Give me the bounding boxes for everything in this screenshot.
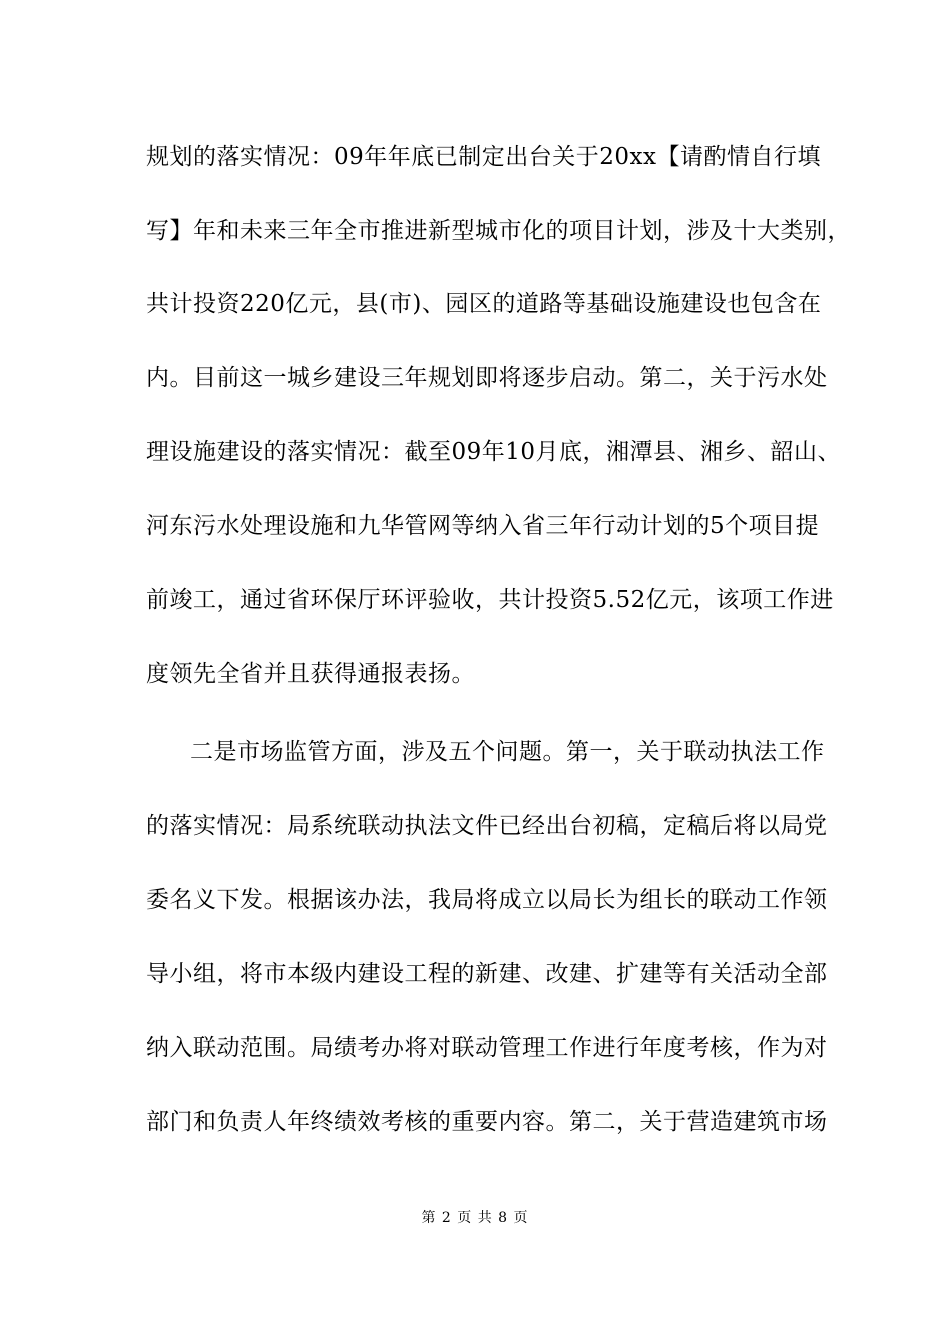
paragraph-line: 部门和负责人年终绩效考核的重要内容。第二，关于营造建筑市场	[146, 1109, 828, 1135]
paragraph-line: 规划的落实情况：09年年底已制定出台关于20xx【请酌情自行填	[146, 144, 821, 170]
paragraph-line: 前竣工，通过省环保厅环评验收，共计投资5.52亿元，该项工作进	[146, 587, 834, 613]
paragraph-line: 内。目前这一城乡建设三年规划即将逐步启动。第二，关于污水处	[146, 365, 828, 391]
paragraph-line: 二是市场监管方面，涉及五个问题。第一，关于联动执法工作	[190, 739, 825, 765]
page-number-footer: 第 2 页 共 8 页	[421, 1210, 529, 1226]
paragraph-line: 导小组，将市本级内建设工程的新建、改建、扩建等有关活动全部	[146, 961, 828, 987]
paragraph-line: 写】年和未来三年全市推进新型城市化的项目计划，涉及十大类别，	[146, 218, 851, 244]
paragraph-line: 委名义下发。根据该办法，我局将成立以局长为组长的联动工作领	[146, 887, 828, 913]
paragraph-line: 的落实情况：局系统联动执法文件已经出台初稿，定稿后将以局党	[146, 813, 828, 839]
paragraph-line: 度领先全省并且获得通报表扬。	[146, 661, 475, 687]
paragraph-line: 河东污水处理设施和九华管网等纳入省三年行动计划的5个项目提	[146, 513, 820, 539]
paragraph-line: 纳入联动范围。局绩考办将对联动管理工作进行年度考核，作为对	[146, 1035, 828, 1061]
paragraph-line: 理设施建设的落实情况：截至09年10月底，湘潭县、湘乡、韶山、	[146, 439, 842, 465]
paragraph-line: 共计投资220亿元，县(市)、园区的道路等基础设施建设也包含在	[146, 291, 822, 317]
